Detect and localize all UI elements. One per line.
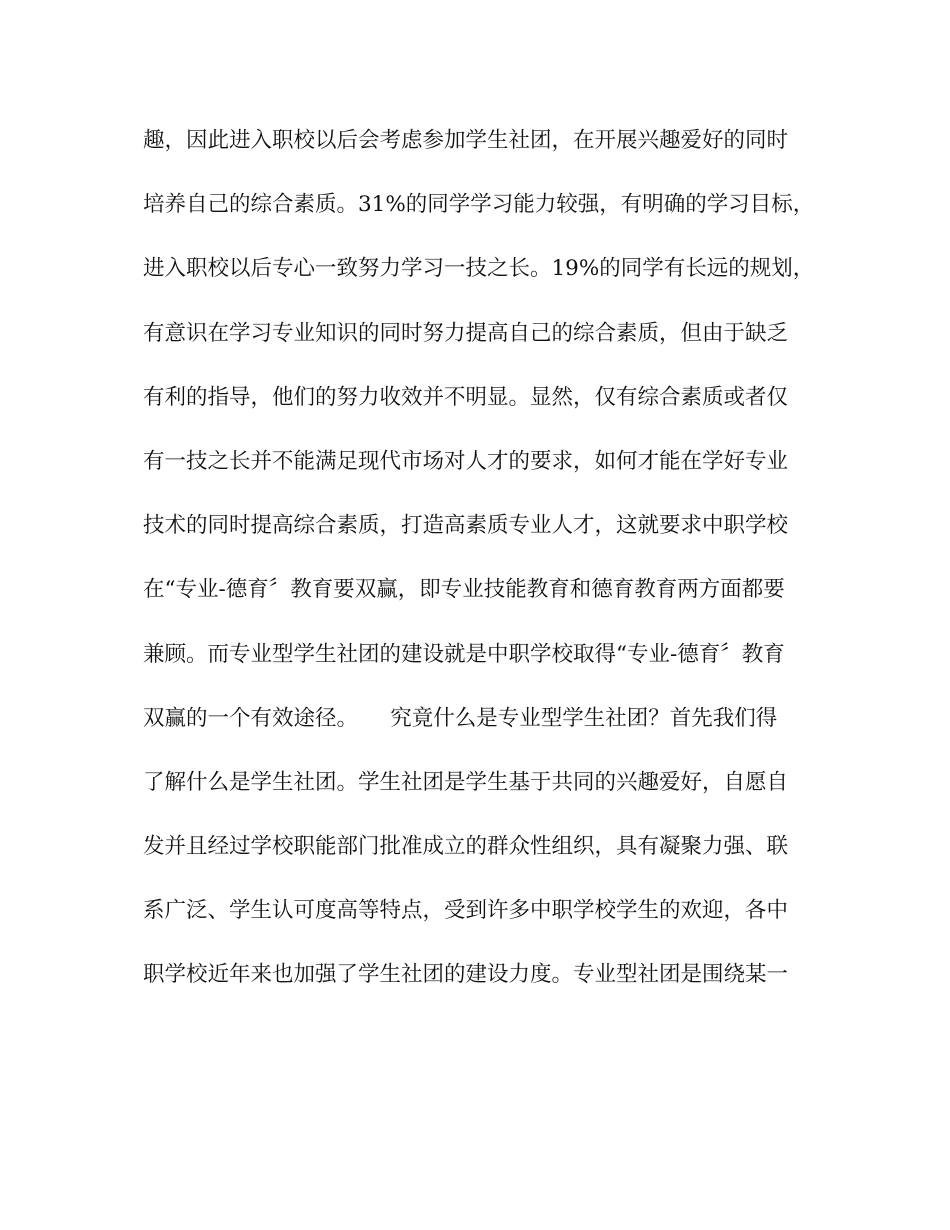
text-line-2: 培养自己的综合素质。31%的同学学习能力较强，有明确的学习目标，	[143, 192, 815, 218]
text-line-4: 有意识在学习专业知识的同时努力提高自己的综合素质，但由于缺乏	[143, 320, 789, 346]
body-text	[143, 118, 815, 1017]
text-line-8: 在“专业-德育〞教育要双赢，即专业技能教育和德育教育两方面都要	[143, 577, 785, 603]
text-line-10: 双赢的一个有效途径。 究竟什么是专业型学生社团？首先我们得	[143, 705, 778, 731]
text-line-13: 系广泛、学生认可度高等特点，受到许多中职学校学生的欢迎，各中	[143, 898, 789, 924]
text-line-3: 进入职校以后专心一致努力学习一技之长。19%的同学有长远的规划，	[143, 256, 815, 282]
text-line-5: 有利的指导，他们的努力收效并不明显。显然，仅有综合素质或者仅	[143, 384, 789, 410]
text-line-1: 趣，因此进入职校以后会考虑参加学生社团，在开展兴趣爱好的同时	[143, 128, 789, 153]
text-line-6: 有一技之长并不能满足现代市场对人才的要求，如何才能在学好专业	[143, 448, 789, 474]
text-line-14: 职学校近年来也加强了学生社团的建设力度。专业型社团是围绕某一	[143, 962, 789, 988]
text-line-12: 发并且经过学校职能部门批准成立的群众性组织，具有凝聚力强、联	[143, 834, 789, 860]
text-line-7: 技术的同时提高综合素质，打造高素质专业人才，这就要求中职学校	[143, 513, 789, 539]
text-line-11: 了解什么是学生社团。学生社团是学生基于共同的兴趣爱好，自愿自	[143, 769, 789, 795]
text-line-9: 兼顾。而专业型学生社团的建设就是中职学校取得“专业-德育〞教育	[143, 641, 785, 667]
